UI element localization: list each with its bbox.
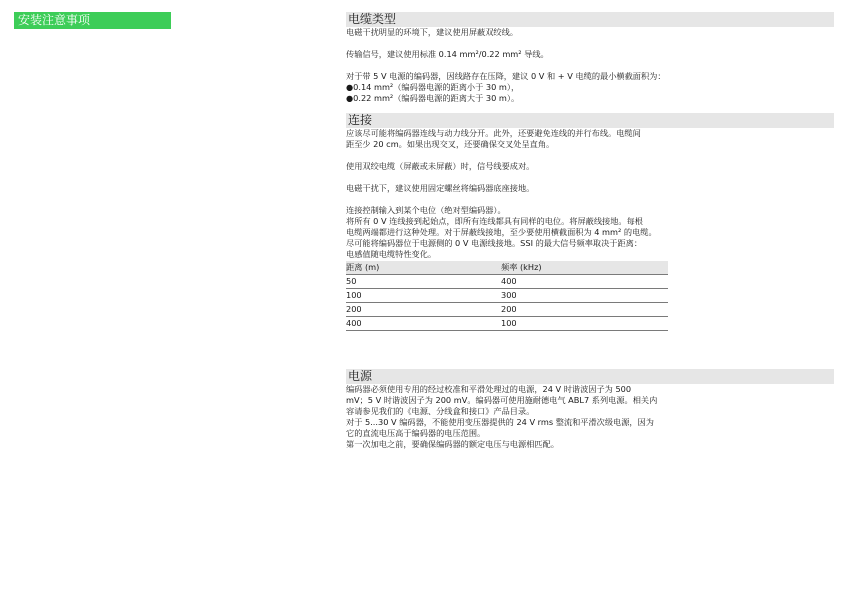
- table-cell: 100: [346, 289, 501, 303]
- power-line-3: 容请参见我们的《电源、分线盒和接口》产品目录。: [346, 406, 535, 416]
- table-cell: 200: [346, 303, 501, 317]
- table-cell: 200: [501, 303, 668, 317]
- connection-header: 连接: [346, 113, 834, 128]
- cable-para-3: 对于带 5 V 电源的编码器，因线路存在压降，建议 0 V 和 + V 电缆的最小横截面积为：: [346, 71, 666, 81]
- table-row: [346, 289, 668, 303]
- table-cell: 300: [501, 289, 668, 303]
- connection-para-2: 使用双绞电缆（屏蔽或未屏蔽）时，信号线要成对。: [346, 161, 535, 171]
- connection-para-4e: 电感值随电缆特性变化。: [346, 249, 437, 259]
- table-cell: 100: [501, 317, 668, 331]
- table-cell: 50: [346, 275, 501, 289]
- frequency-header: 频率 (kHz): [501, 261, 668, 275]
- cable-bullet-2: ●0.22 mm²（编码器电源的距离大于 30 m）。: [346, 93, 520, 103]
- content-column: [346, 12, 834, 450]
- table-row: [346, 275, 668, 289]
- cable-para-2: 传输信号，建议使用标准 0.14 mm²/0.22 mm² 导线。: [346, 49, 549, 59]
- table-header-row: [346, 261, 668, 275]
- connection-para-4a: 连接控制输入到某个电位（绝对型编码器）。: [346, 205, 506, 215]
- table-cell: 400: [501, 275, 668, 289]
- distance-header: 距离 (m): [346, 261, 501, 275]
- connection-para-1a: 应该尽可能将编码器连线与动力线分开。此外，还要避免连线的并行布线。电缆间: [346, 128, 641, 138]
- power-line-5: 它的直流电压高于编码器的电压范围。: [346, 428, 486, 438]
- power-line-4: 对于 5...30 V 编码器，不能使用变压器提供的 24 V rms 整流和平滑次级电源，因为: [346, 417, 654, 427]
- frequency-table: [346, 261, 668, 331]
- cable-type-header: 电缆类型: [346, 12, 834, 27]
- cable-bullet-1: ●0.14 mm²（编码器电源的距离小于 30 m），: [346, 82, 520, 92]
- table-row: [346, 317, 668, 331]
- power-header: 电源: [346, 369, 834, 384]
- section-banner: 安装注意事项: [14, 12, 171, 29]
- power-line-2: mV；5 V 时谐波因子为 200 mV。编码器可使用施耐德电气 ABL7 系列电源。相关内: [346, 395, 658, 405]
- connection-para-4d: 尽可能将编码器位于电源侧的 0 V 电源线接地。SSI 的最大信号频率取决于距离：: [346, 238, 643, 248]
- connection-para-3: 电磁干扰下，建议使用固定螺丝将编码器底座接地。: [346, 183, 535, 193]
- power-line-6: 第一次加电之前，要确保编码器的额定电压与电源相匹配。: [346, 439, 559, 449]
- connection-para-4c: 电缆两端都进行这种处理。对于屏蔽线接地，至少要使用横截面积为 4 mm² 的电缆。: [346, 227, 657, 237]
- table-row: [346, 303, 668, 317]
- connection-para-1b: 距至少 20 cm。如果出现交叉，还要确保交叉处呈直角。: [346, 139, 555, 149]
- cable-para-1: 电磁干扰明显的环境下，建议使用屏蔽双绞线。: [346, 27, 518, 37]
- power-line-1: 编码器必须使用专用的经过校准和平滑处理过的电源，24 V 时谐波因子为 500: [346, 384, 632, 394]
- connection-para-4b: 将所有 0 V 连线接到起始点，即所有连线都具有同样的电位。将屏蔽线接地。每根: [346, 216, 643, 226]
- table-cell: 400: [346, 317, 501, 331]
